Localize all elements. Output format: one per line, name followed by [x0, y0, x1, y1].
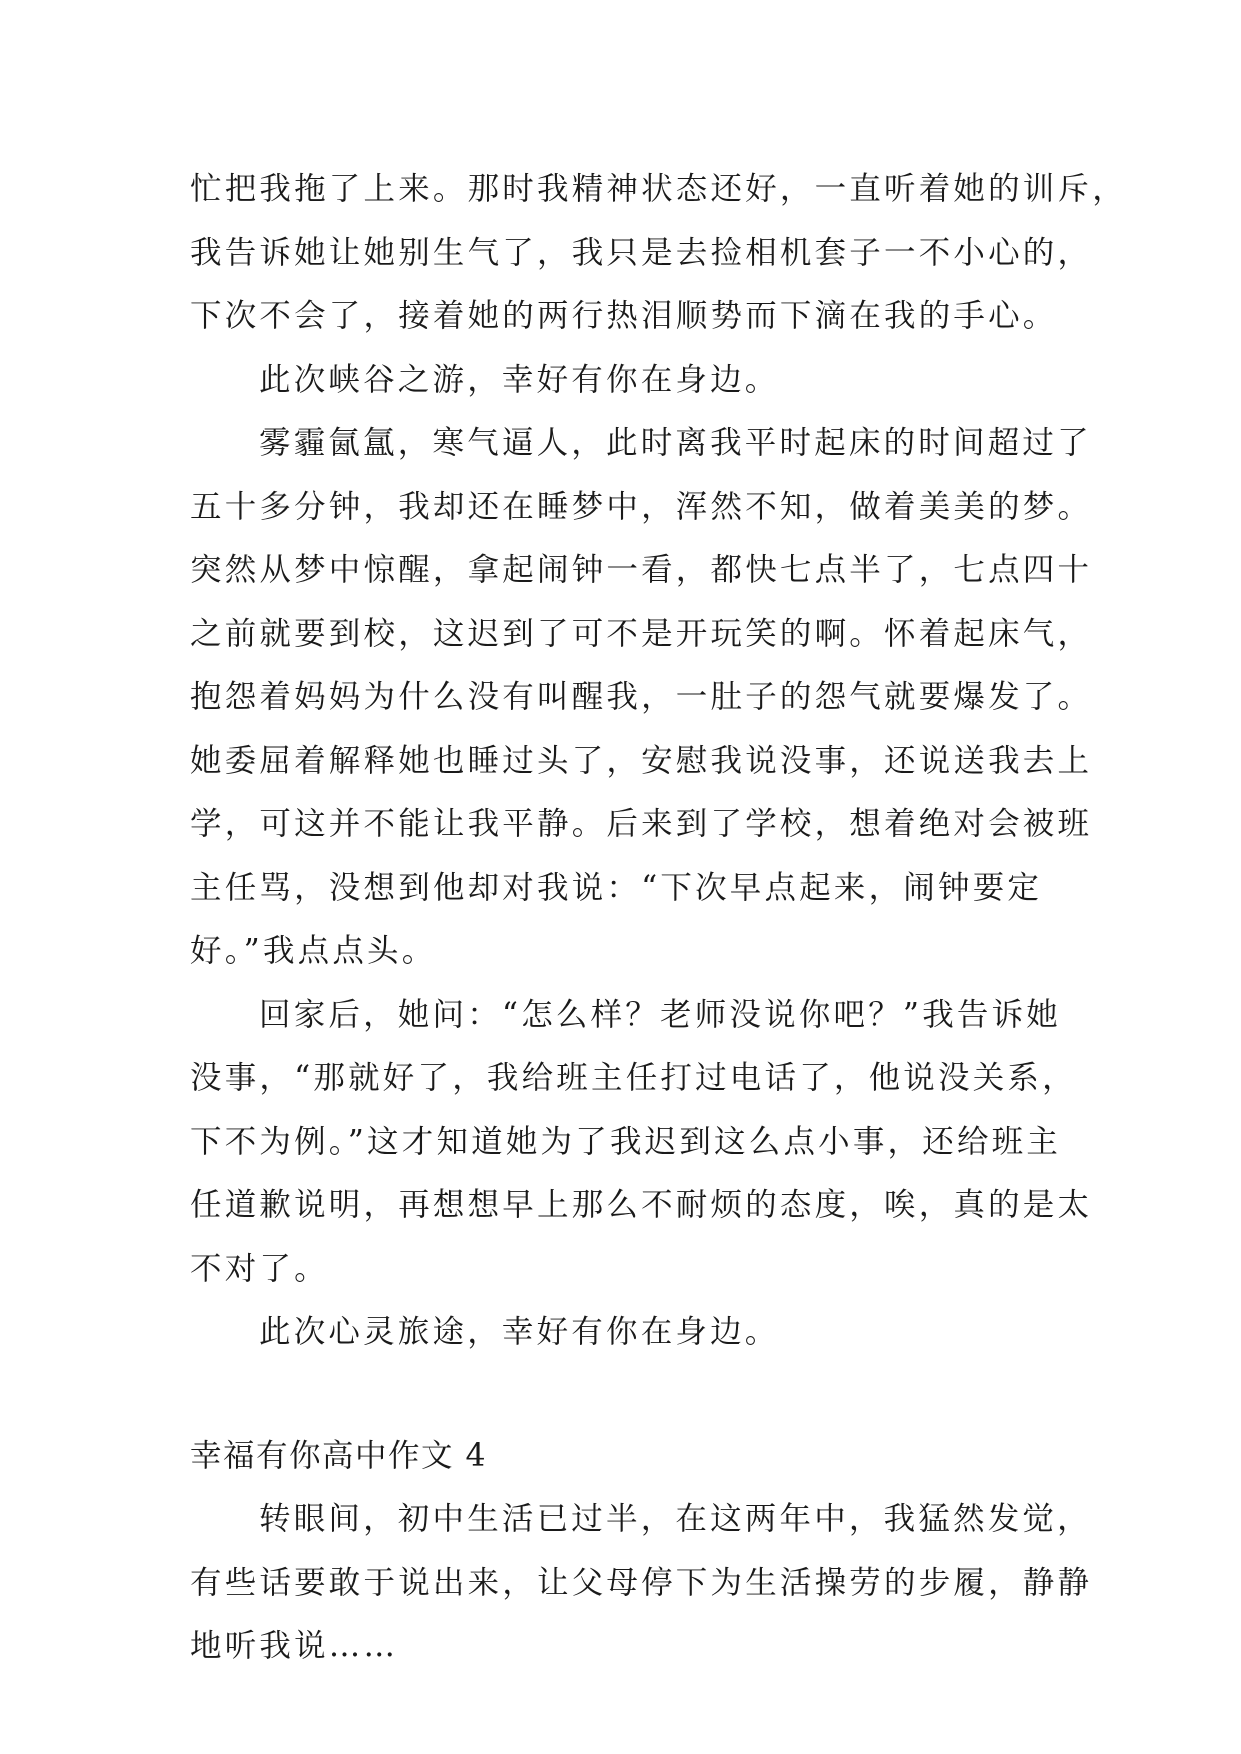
text-line: 有些话要敢于说出来，让父母停下为生活操劳的步履，静静 [190, 1564, 1093, 1601]
text-line: 地听我说…… [190, 1628, 399, 1664]
text-line: 她委屈着解释她也睡过头了，安慰我说没事，还说送我去上 [190, 742, 1093, 779]
text-line: 我告诉她让她别生气了，我只是去捡相机套子一不小心的， [190, 234, 1093, 271]
text-line: 抱怨着妈妈为什么没有叫醒我，一肚子的怨气就要爆发了。 [190, 679, 1093, 715]
text-line: 忙把我拖了上来。那时我精神状态还好，一直听着她的训斥， [190, 171, 1127, 207]
paragraph [190, 412, 1093, 984]
text-line: 此次心灵旅途，幸好有你在身边。 [259, 1314, 780, 1350]
paragraph [190, 349, 1070, 413]
paragraph [190, 1301, 1070, 1365]
text-line: 好。”我点点头。 [190, 933, 437, 969]
text-line: 五十多分钟，我却还在睡梦中，浑然不知，做着美美的梦。 [190, 488, 1093, 525]
document-body [190, 158, 1127, 1679]
text-line: 下次不会了，接着她的两行热泪顺势而下滴在我的手心。 [190, 298, 1058, 334]
text-line: 学，可这并不能让我平静。后来到了学校，想着绝对会被班 [190, 806, 1093, 842]
text-line: 雾霾氤氲，寒气逼人，此时离我平时起床的时间超过了 [259, 425, 1092, 461]
text-line: 突然从梦中惊醒，拿起闹钟一看，都快七点半了，七点四十 [190, 552, 1093, 588]
text-line: 任道歉说明，再想想早上那么不耐烦的态度，唉，真的是太 [190, 1187, 1093, 1223]
paragraph [190, 1488, 1093, 1679]
paragraph [190, 158, 1127, 349]
text-line: 下不为例。”这才知道她为了我迟到这么点小事，还给班主 [190, 1123, 1062, 1160]
paragraph [190, 984, 1093, 1302]
heading-text: 幸福有你高中作文 4 [190, 1437, 488, 1474]
text-line: 不对了。 [190, 1250, 329, 1287]
section-heading [190, 1425, 1070, 1489]
text-line: 此次峡谷之游，幸好有你在身边。 [259, 361, 780, 398]
text-line: 回家后，她问：“怎么样？老师没说你吧？”我告诉她 [259, 996, 1062, 1033]
text-line: 之前就要到校，这迟到了可不是开玩笑的啊。怀着起床气， [190, 615, 1093, 652]
text-line: 转眼间，初中生活已过半，在这两年中，我猛然发觉， [259, 1501, 1092, 1537]
text-line: 没事，“那就好了，我给班主任打过电话了，他说没关系， [190, 1060, 1077, 1096]
text-line: 主任骂，没想到他却对我说：“下次早点起来，闹钟要定 [190, 869, 1043, 906]
